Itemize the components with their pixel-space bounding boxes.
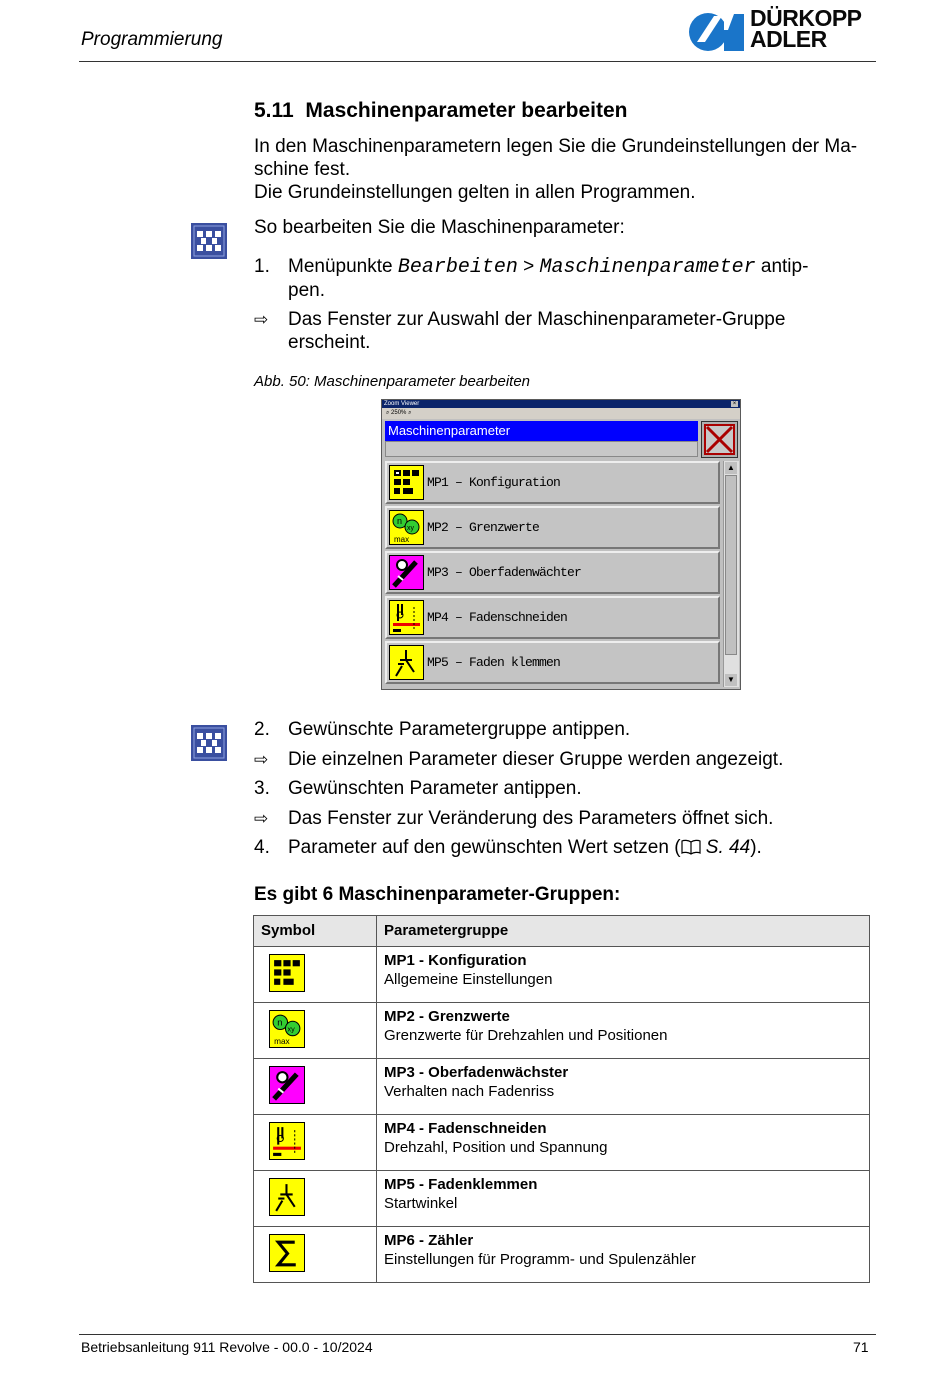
step-2 bbox=[0, 718, 950, 742]
scroll-down-icon[interactable]: ▼ bbox=[725, 674, 737, 686]
intro-line-2: schine fest. bbox=[254, 159, 351, 180]
step-3-number: 3. bbox=[254, 778, 270, 799]
menu-item-mp5-label: MP5 – Faden klemmen bbox=[427, 655, 561, 670]
group-name: MP4 - Fadenschneiden bbox=[384, 1120, 547, 1137]
panel-title: Maschinenparameter bbox=[385, 421, 698, 441]
menu-item-mp3[interactable] bbox=[385, 551, 720, 594]
window-close-button[interactable]: × bbox=[732, 401, 737, 407]
zoom-in-icon[interactable]: ⌕ bbox=[408, 410, 412, 416]
brand-line-2: ADLER bbox=[750, 26, 827, 52]
machine-parameter-window bbox=[381, 399, 741, 690]
step-4-close: ). bbox=[750, 837, 762, 858]
group-desc: Drehzahl, Position und Spannung bbox=[384, 1139, 608, 1156]
brand-logo-mark bbox=[688, 8, 746, 54]
result-2-text: Die einzelnen Parameter dieser Gruppe werden angezeigt. bbox=[288, 749, 784, 770]
step-2-number: 2. bbox=[254, 719, 270, 740]
zoom-level: 250% bbox=[391, 410, 407, 416]
panel-subheader bbox=[385, 441, 698, 457]
group-desc: Grenzwerte für Drehzahlen und Positionen bbox=[384, 1027, 668, 1044]
step-1-suffix: antip- bbox=[755, 256, 809, 277]
book-icon bbox=[681, 839, 701, 855]
brand-line-1: DÜRKOPP bbox=[750, 5, 862, 31]
intro-line-3: Die Grundeinstellungen gelten in allen Programmen. bbox=[254, 182, 696, 203]
intro-line-1: In den Maschinenparametern legen Sie die Grundeinstellungen der Ma- bbox=[254, 136, 858, 157]
limits-icon bbox=[269, 1010, 305, 1048]
col-symbol: Symbol bbox=[254, 916, 377, 947]
step-4 bbox=[0, 836, 950, 860]
table-row bbox=[254, 1171, 870, 1227]
col-group: Parametergruppe bbox=[377, 916, 870, 947]
group-desc: Allgemeine Einstellungen bbox=[384, 971, 553, 988]
table-row bbox=[254, 1115, 870, 1171]
group-name: MP3 - Oberfadenwächster bbox=[384, 1064, 569, 1081]
result-arrow-icon: ⇨ bbox=[254, 809, 269, 828]
scroll-up-icon[interactable]: ▲ bbox=[725, 462, 737, 474]
header-divider bbox=[79, 61, 876, 62]
procedure-icon bbox=[191, 223, 227, 259]
footer-page-number: 71 bbox=[853, 1339, 869, 1355]
procedure-title: So bearbeiten Sie die Maschinenparameter: bbox=[254, 217, 625, 238]
scrollbar-thumb[interactable] bbox=[725, 475, 737, 655]
step-4-text bbox=[288, 836, 762, 859]
footer-document-title: Betriebsanleitung 911 Revolve - 00.0 - 10/2024 bbox=[81, 1339, 373, 1355]
window-toolbar bbox=[382, 408, 740, 419]
header-section-title: Programmierung bbox=[81, 29, 223, 50]
svg-text:xy: xy bbox=[407, 525, 414, 532]
step-1 bbox=[0, 255, 950, 305]
svg-text:xy: xy bbox=[287, 1024, 295, 1034]
result-1-line-1: Das Fenster zur Auswahl der Maschinenparameter-Gruppe bbox=[288, 309, 786, 330]
thread-clamp-icon bbox=[269, 1178, 305, 1216]
menu-bearbeiten: Bearbeiten bbox=[397, 256, 518, 279]
result-arrow-icon: ⇨ bbox=[254, 310, 269, 329]
group-desc: Verhalten nach Fadenriss bbox=[384, 1083, 555, 1100]
svg-text:max: max bbox=[274, 1036, 290, 1046]
menu-maschinenparameter: Maschinenparameter bbox=[539, 256, 756, 279]
zoom-icon[interactable]: ⌕ bbox=[386, 410, 390, 416]
step-1-number: 1. bbox=[254, 256, 270, 277]
menu-item-mp4-label: MP4 – Fadenschneiden bbox=[427, 610, 568, 625]
section-title: Maschinenparameter bearbeiten bbox=[305, 99, 628, 122]
page-reference-link[interactable]: S. 44 bbox=[700, 837, 751, 858]
limits-icon bbox=[389, 510, 424, 545]
result-2 bbox=[0, 748, 950, 772]
group-name: MP6 - Zähler bbox=[384, 1232, 474, 1249]
configuration-icon bbox=[389, 465, 424, 500]
table-row bbox=[254, 1003, 870, 1059]
step-1-separator: > bbox=[517, 256, 540, 277]
menu-item-mp2[interactable] bbox=[385, 506, 720, 549]
menu-item-mp4[interactable] bbox=[385, 596, 720, 639]
group-name: MP2 - Grenzwerte bbox=[384, 1008, 510, 1025]
figure-caption: Abb. 50: Maschinenparameter bearbeiten bbox=[254, 373, 531, 390]
group-name: MP5 - Fadenklemmen bbox=[384, 1176, 538, 1193]
step-1-prefix: Menüpunkte bbox=[288, 256, 398, 277]
table-row bbox=[254, 1227, 870, 1283]
menu-item-mp2-label: MP2 – Grenzwerte bbox=[427, 520, 540, 535]
step-1-line-2: pen. bbox=[288, 280, 325, 301]
thread-cutting-icon bbox=[269, 1122, 305, 1160]
menu-item-mp3-label: MP3 – Oberfadenwächter bbox=[427, 565, 582, 580]
result-arrow-icon: ⇨ bbox=[254, 750, 269, 769]
counter-sigma-icon bbox=[269, 1234, 305, 1272]
window-title-bar: Zoom Viewer bbox=[382, 400, 740, 408]
step-3-text: Gewünschten Parameter antippen. bbox=[288, 778, 582, 799]
step-2-text: Gewünschte Parametergruppe antippen. bbox=[288, 719, 631, 740]
intro-text bbox=[254, 135, 857, 204]
group-name: MP1 - Konfiguration bbox=[384, 952, 527, 969]
step-4-body: Parameter auf den gewünschten Wert setzen ( bbox=[288, 837, 681, 858]
brand-logo bbox=[688, 5, 873, 54]
thread-cutting-icon bbox=[389, 600, 424, 635]
list-scrollbar[interactable] bbox=[723, 461, 739, 687]
table-row bbox=[254, 1059, 870, 1115]
svg-text:max: max bbox=[394, 535, 410, 544]
menu-item-mp1-label: MP1 – Konfiguration bbox=[427, 475, 561, 490]
result-3 bbox=[0, 807, 950, 831]
parameter-groups-table bbox=[253, 915, 870, 1283]
step-3 bbox=[0, 777, 950, 801]
upper-thread-monitor-icon bbox=[269, 1066, 305, 1104]
result-3-text: Das Fenster zur Veränderung des Parameters öffnet sich. bbox=[288, 808, 774, 829]
menu-item-mp5[interactable] bbox=[385, 641, 720, 684]
step-4-number: 4. bbox=[254, 837, 270, 858]
footer-divider bbox=[79, 1334, 876, 1335]
section-heading bbox=[254, 99, 628, 123]
table-row bbox=[254, 947, 870, 1003]
section-number: 5.11 bbox=[254, 99, 294, 122]
svg-text:n: n bbox=[397, 516, 403, 526]
thread-clamp-icon bbox=[389, 645, 424, 680]
upper-thread-monitor-icon bbox=[389, 555, 424, 590]
groups-heading: Es gibt 6 Maschinenparameter-Gruppen: bbox=[254, 884, 621, 905]
menu-item-mp1[interactable] bbox=[385, 461, 720, 504]
group-desc: Einstellungen für Programm- und Spulenzähler bbox=[384, 1251, 696, 1268]
svg-text:n: n bbox=[277, 1017, 283, 1028]
step-1-text bbox=[288, 255, 808, 302]
panel-close-button[interactable] bbox=[701, 421, 738, 458]
result-1 bbox=[0, 308, 950, 358]
table-header-row bbox=[254, 916, 870, 947]
result-1-line-2: erscheint. bbox=[288, 332, 371, 353]
configuration-icon bbox=[269, 954, 305, 992]
group-desc: Startwinkel bbox=[384, 1195, 458, 1212]
